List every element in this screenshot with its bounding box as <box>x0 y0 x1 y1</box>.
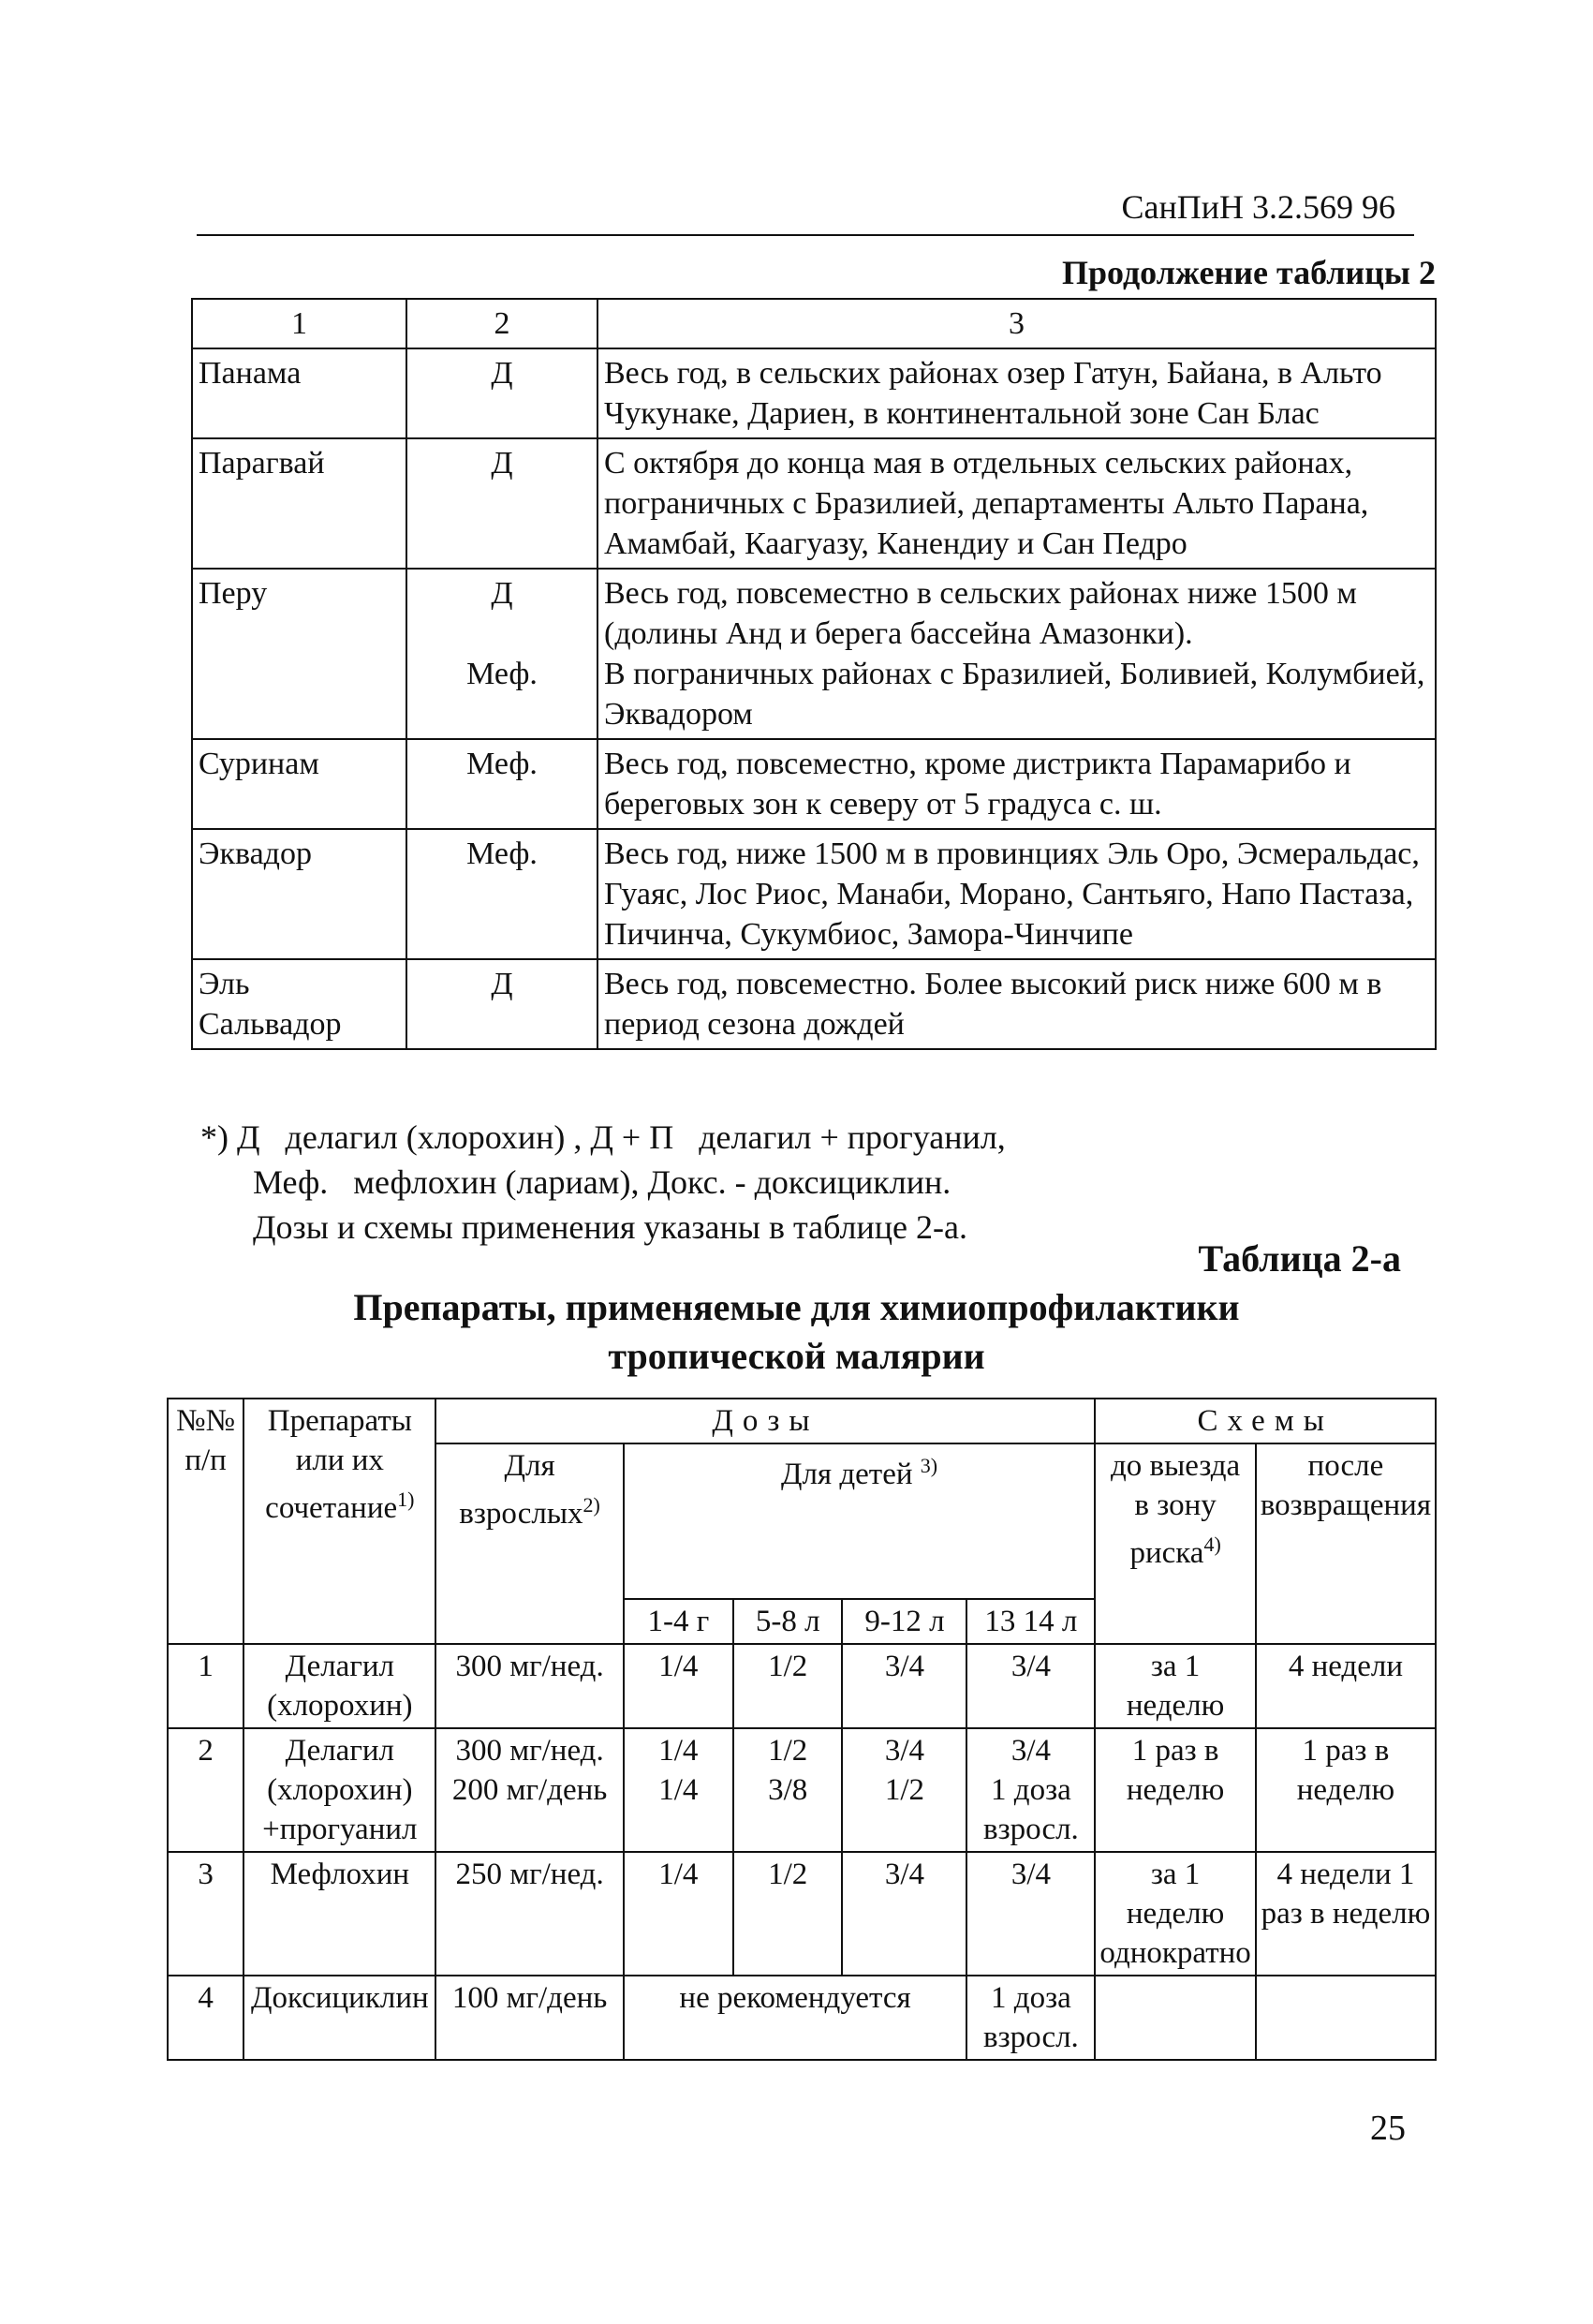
age-group-3: 9-12 л <box>842 1599 966 1644</box>
table-row <box>192 829 1436 959</box>
row-child-dose-4: 1 доза взросл. <box>966 1976 1095 2060</box>
row-drug: Делагил (хлорохин) +прогуанил <box>243 1728 435 1852</box>
period-text-2: В пограничных районах с Бразилией, Боливией, Колумбией, Эквадором <box>604 657 1425 732</box>
after-header: после возвращения <box>1256 1443 1436 1644</box>
table-row <box>168 1976 1436 2060</box>
drug-cell: Меф. <box>406 829 597 959</box>
drug-value: Д <box>491 576 513 611</box>
row-child-dose-4 <box>966 1728 1095 1852</box>
table-2a-title <box>0 1283 1593 1381</box>
adult-dose-2: 200 мг/день <box>451 1773 608 1807</box>
table-row <box>192 438 1436 569</box>
table2-continuation-label: Продолжение таблицы 2 <box>1061 254 1436 291</box>
row-children-merged: не рекомендуется <box>624 1976 967 2060</box>
row-child-dose-1: 1/4 <box>624 1644 733 1728</box>
drugs-header-sup: 1) <box>397 1488 415 1511</box>
age-group-2: 5-8 л <box>733 1599 842 1644</box>
row-drug: Доксициклин <box>243 1976 435 2060</box>
drug-cell: Д <box>406 348 597 438</box>
age-group-1: 1-4 г <box>624 1599 733 1644</box>
row-child-dose-2: 1/2 <box>733 1644 842 1728</box>
row-num: 4 <box>168 1976 243 2060</box>
table-row <box>168 1644 1436 1728</box>
child-dose-a: 1/4 <box>658 1734 699 1768</box>
drugs-header-text: Препараты или их сочетание <box>265 1404 412 1525</box>
row-adult-dose: 300 мг/нед. <box>435 1644 623 1728</box>
title-line-1: Препараты, применяемые для химиопрофилактики <box>353 1286 1240 1328</box>
period-cell: С октября до конца мая в отдельных сельских районах, пограничных с Бразилией, департаменты Альто Парана, Амамбай, Каагуазу, Канендиу и Сан Педро <box>597 438 1436 569</box>
country-cell: Эквадор <box>192 829 406 959</box>
row-child-dose-2 <box>733 1728 842 1852</box>
row-drug: Мефлохин <box>243 1852 435 1976</box>
col-header-1: 1 <box>192 299 406 348</box>
table-row <box>192 739 1436 829</box>
footnote-line-3: Дозы и схемы применения указаны в таблице 2-а. <box>253 1208 967 1246</box>
row-adult-dose: 100 мг/день <box>435 1976 623 2060</box>
page-number: 25 <box>1370 2109 1406 2148</box>
adults-header-text: Для взрослых <box>459 1449 583 1531</box>
doses-header: Дозы <box>435 1399 1095 1443</box>
before-header-sup: 4) <box>1203 1532 1221 1556</box>
country-cell: Перу <box>192 569 406 739</box>
table-row <box>192 569 1436 739</box>
col-header-3: 3 <box>597 299 1436 348</box>
doc-code: СанПиН 3.2.569 96 <box>1121 188 1395 226</box>
period-cell <box>597 569 1436 739</box>
before-header-text: до выезда в зону риска <box>1110 1449 1241 1570</box>
children-header-text: Для детей <box>780 1458 913 1491</box>
row-child-dose-2: 1/2 <box>733 1852 842 1976</box>
child-dose-b: 1/4 <box>658 1773 699 1807</box>
before-header <box>1095 1443 1255 1644</box>
child-dose-a: 3/4 <box>1010 1734 1051 1768</box>
table-2a-label: Таблица 2-а <box>1198 1237 1401 1280</box>
row-child-dose-4: 3/4 <box>966 1852 1095 1976</box>
drug-cell: Меф. <box>406 739 597 829</box>
schemes-header: Схемы <box>1095 1399 1436 1443</box>
row-adult-dose: 250 мг/нед. <box>435 1852 623 1976</box>
child-dose-b: 3/8 <box>768 1773 808 1807</box>
row-after: 4 недели 1 раз в неделю <box>1256 1852 1436 1976</box>
table-row <box>192 348 1436 438</box>
footnote-line-2: Меф. мефлохин (лариам), Докс. - доксициклин. <box>253 1163 951 1201</box>
period-cell: Весь год, ниже 1500 м в провинциях Эль Оро, Эсмеральдас, Гуаяс, Лос Риос, Манаби, Морано, Сантьяго, Напо Пастаза, Пичинча, Сукумбиос, Замора-Чинчипе <box>597 829 1436 959</box>
period-cell: Весь год, в сельских районах озер Гатун, Байана, в Альто Чукунаке, Дариен, в континентальной зоне Сан Блас <box>597 348 1436 438</box>
country-cell: Парагвай <box>192 438 406 569</box>
drugs-header <box>243 1399 435 1644</box>
child-dose-b: 1/2 <box>884 1773 925 1807</box>
row-child-dose-1 <box>624 1728 733 1852</box>
row-child-dose-4: 3/4 <box>966 1644 1095 1728</box>
table-row <box>168 1728 1436 1852</box>
child-dose-b: 1 доза взросл. <box>983 1773 1079 1846</box>
age-group-4: 13 14 л <box>966 1599 1095 1644</box>
num-header: №№ п/п <box>168 1399 243 1644</box>
adults-header <box>435 1443 623 1644</box>
children-header <box>624 1443 1096 1599</box>
table-2 <box>191 298 1437 1050</box>
drug-cell: Д <box>406 959 597 1049</box>
page-header <box>197 187 1414 236</box>
table-header-row <box>192 299 1436 348</box>
col-header-2: 2 <box>406 299 597 348</box>
row-drug: Делагил (хлорохин) <box>243 1644 435 1728</box>
children-header-sup: 3) <box>920 1454 938 1477</box>
country-cell: Эль Сальвадор <box>192 959 406 1049</box>
row-before: 1 раз в неделю <box>1095 1728 1255 1852</box>
country-cell: Панама <box>192 348 406 438</box>
child-dose-a: 3/4 <box>884 1734 925 1768</box>
row-before: за 1 неделю <box>1095 1644 1255 1728</box>
header-row-1 <box>168 1399 1436 1443</box>
row-child-dose-3: 3/4 <box>842 1852 966 1976</box>
adult-dose-1: 300 мг/нед. <box>455 1734 604 1768</box>
row-before <box>1095 1976 1255 2060</box>
row-num: 1 <box>168 1644 243 1728</box>
row-adult-dose <box>435 1728 623 1852</box>
table-row <box>192 959 1436 1049</box>
drug-cell: Д <box>406 438 597 569</box>
drug-value-2: Меф. <box>466 657 538 691</box>
title-line-2: тропической малярии <box>608 1335 985 1377</box>
adults-header-sup: 2) <box>583 1493 600 1517</box>
table-row <box>168 1852 1436 1976</box>
row-num: 2 <box>168 1728 243 1852</box>
period-cell: Весь год, повсеместно, кроме дистрикта Парамарибо и береговых зон к северу от 5 градуса с. ш. <box>597 739 1436 829</box>
period-cell: Весь год, повсеместно. Более высокий риск ниже 600 м в период сезона дождей <box>597 959 1436 1049</box>
row-child-dose-3 <box>842 1728 966 1852</box>
row-after <box>1256 1976 1436 2060</box>
footnote-line-1: *) Д делагил (хлорохин) , Д + П делагил + прогуанил, <box>200 1118 1006 1156</box>
row-before: за 1 неделю однократно <box>1095 1852 1255 1976</box>
drug-cell <box>406 569 597 739</box>
row-child-dose-1: 1/4 <box>624 1852 733 1976</box>
child-dose-a: 1/2 <box>768 1734 808 1768</box>
footnote <box>200 1115 1006 1250</box>
row-after: 1 раз в неделю <box>1256 1728 1436 1852</box>
country-cell: Суринам <box>192 739 406 829</box>
row-num: 3 <box>168 1852 243 1976</box>
row-child-dose-3: 3/4 <box>842 1644 966 1728</box>
period-text: Весь год, повсеместно в сельских районах ниже 1500 м (долины Анд и берега бассейна Амазонки). <box>604 576 1357 651</box>
row-after: 4 недели <box>1256 1644 1436 1728</box>
table-2a <box>167 1398 1437 2061</box>
